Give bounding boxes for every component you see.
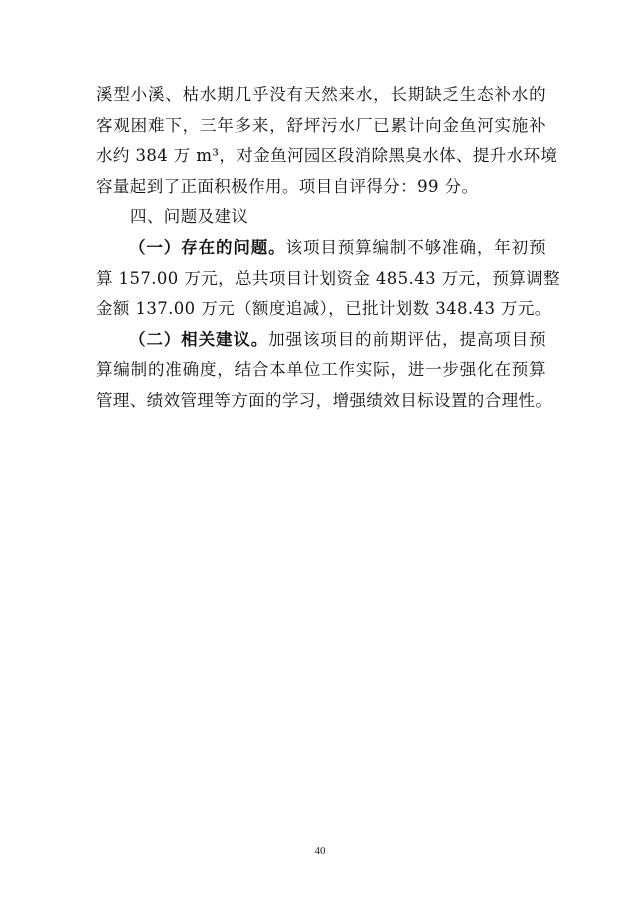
- section-heading: 四、问题及建议: [130, 207, 249, 227]
- suggestions-label: （二）相关建议。: [129, 329, 269, 349]
- problems-label: （一）存在的问题。: [129, 237, 286, 257]
- page-number: 40: [314, 845, 326, 857]
- paragraph-line: 水约 384 万 m³，对金鱼河园区段消除黑臭水体、提升水环境: [96, 146, 558, 166]
- problems-line: [96, 233, 546, 264]
- problems-line: 金额 137.00 万元（额度追减），已批计划数 348.43 万元。: [96, 299, 552, 319]
- suggestions-line: 管理、绩效管理等方面的学习，增强绩效目标设置的合理性。: [96, 390, 553, 410]
- suggestions-text: 加强该项目的前期评估，提高项目预: [268, 329, 547, 349]
- problems-text: 该项目预算编制不够准确，年初预: [285, 237, 546, 257]
- suggestions-line: 算编制的准确度，结合本单位工作实际，进一步强化在预算: [96, 360, 546, 380]
- paragraph-line: 容量起到了正面积极作用。项目自评得分：99 分。: [96, 176, 479, 196]
- body-text: [96, 80, 560, 417]
- suggestions-line: [96, 325, 546, 356]
- paragraph-line: 客观困难下，三年多来，舒坪污水厂已累计向金鱼河实施补: [96, 115, 546, 135]
- problems-line: 算 157.00 万元，总共项目计划资金 485.43 万元，预算调整: [96, 268, 560, 288]
- paragraph-line: 溪型小溪、枯水期几乎没有天然来水，长期缺乏生态补水的: [96, 85, 546, 104]
